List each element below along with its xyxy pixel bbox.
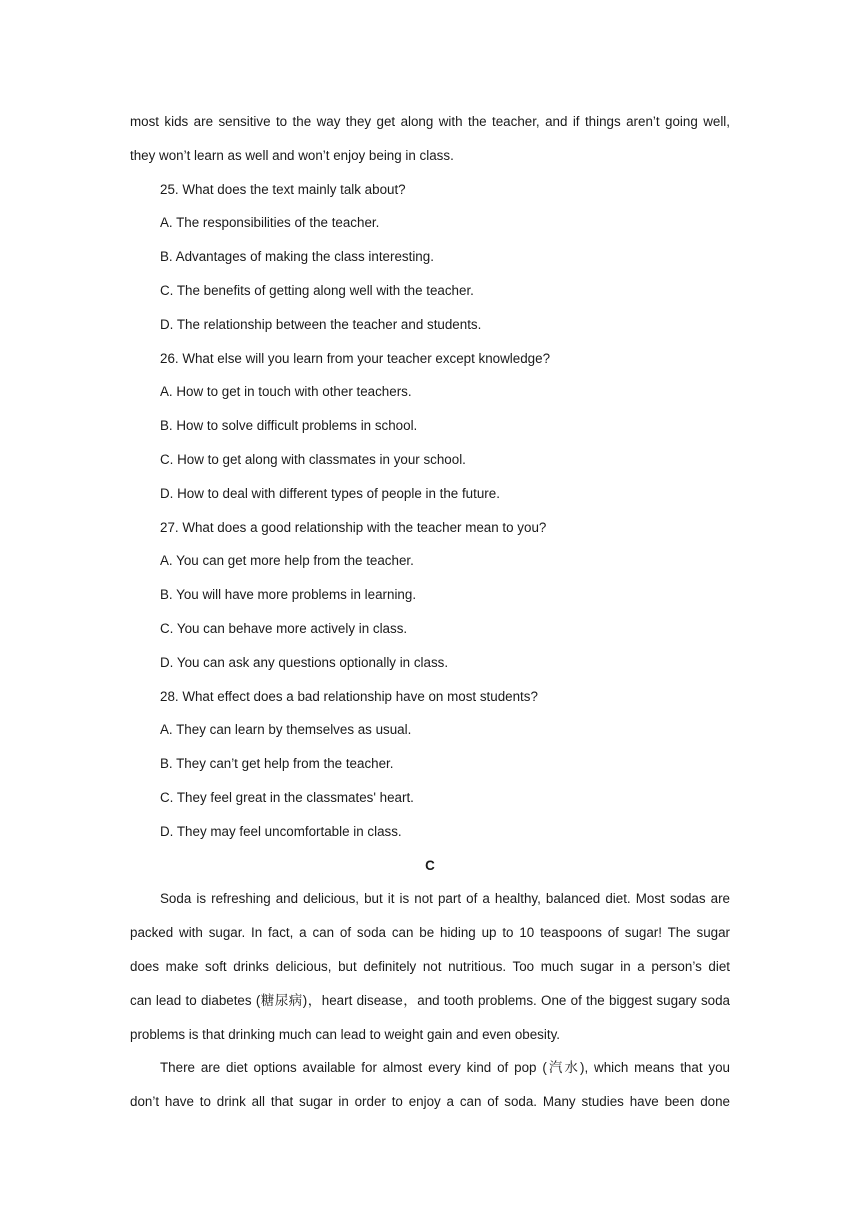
- paragraph-line: problems is that drinking much can lead to weight gain and even obesity.: [130, 1026, 560, 1042]
- question-stem: 27. What does a good relationship with the teacher mean to you?: [160, 519, 547, 535]
- answer-option: D. You can ask any questions optionally in class.: [160, 654, 449, 670]
- question-stem: 28. What effect does a bad relationship have on most students?: [160, 688, 538, 704]
- passage-line: most kids are sensitive to the way they get along with the teacher, and if things aren’t going well,: [130, 114, 730, 129]
- paragraph-line: There are diet options available for almost every kind of pop (汽水), which means that you: [160, 1060, 730, 1076]
- answer-option: B. How to solve difficult problems in school.: [160, 418, 418, 434]
- paragraph-line: packed with sugar. In fact, a can of soda can be hiding up to 10 teaspoons of sugar! The sugar: [130, 925, 730, 941]
- answer-option: C. They feel great in the classmates' heart.: [160, 789, 414, 805]
- answer-option: A. How to get in touch with other teachers.: [160, 384, 412, 400]
- answer-option: D. They may feel uncomfortable in class.: [160, 823, 402, 839]
- paragraph-line: can lead to diabetes (糖尿病)，heart disease，and tooth problems. One of the biggest sugary soda: [130, 992, 730, 1008]
- answer-option: A. The responsibilities of the teacher.: [160, 215, 380, 231]
- answer-option: B. You will have more problems in learning.: [160, 587, 417, 603]
- answer-option: B. They can’t get help from the teacher.: [160, 756, 394, 772]
- answer-option: D. How to deal with different types of people in the future.: [160, 485, 500, 501]
- question-stem: 25. What does the text mainly talk about?: [160, 181, 406, 197]
- paragraph-line: does make soft drinks delicious, but definitely not nutritious. Too much sugar in a person’s diet: [130, 958, 730, 974]
- passage-line: they won’t learn as well and won’t enjoy being in class.: [130, 147, 454, 163]
- answer-option: A. You can get more help from the teacher.: [160, 553, 414, 569]
- answer-option: A. They can learn by themselves as usual.: [160, 722, 412, 738]
- answer-option: C. How to get along with classmates in your school.: [160, 451, 466, 467]
- answer-option: B. Advantages of making the class interesting.: [160, 249, 434, 265]
- section-heading: C: [425, 857, 435, 873]
- page-content: [130, 105, 730, 1119]
- paragraph-line: don’t have to drink all that sugar in order to enjoy a can of soda. Many studies have been done: [130, 1094, 730, 1110]
- question-stem: 26. What else will you learn from your teacher except knowledge?: [160, 350, 551, 366]
- answer-option: D. The relationship between the teacher and students.: [160, 316, 482, 332]
- paragraph-line: Soda is refreshing and delicious, but it is not part of a healthy, balanced diet. Most sodas are: [160, 891, 730, 907]
- answer-option: C. The benefits of getting along well with the teacher.: [160, 282, 474, 298]
- answer-option: C. You can behave more actively in class.: [160, 620, 408, 636]
